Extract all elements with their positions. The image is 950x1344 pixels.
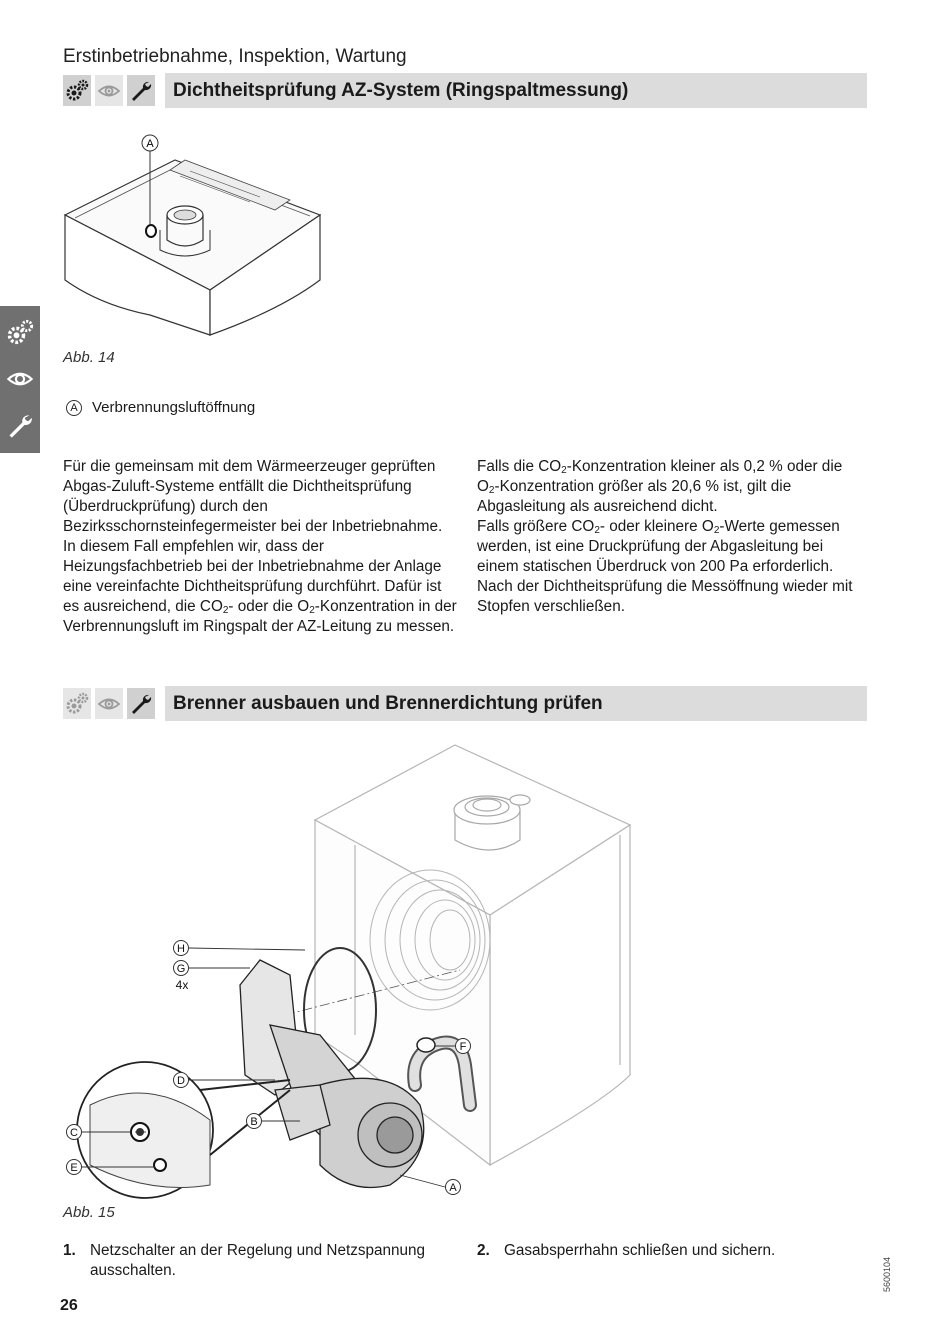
figure-15-label-f: F — [459, 1041, 467, 1053]
paragraph: Nach der Dichtheitsprüfung die Messöffnung wieder mit Stopfen verschließen. — [477, 578, 853, 615]
gear-icon — [6, 319, 34, 347]
page-number: 26 — [60, 1297, 78, 1314]
list-item: 1. Netzschalter an der Regelung und Netzspannung ausschalten. — [63, 1242, 426, 1279]
figure-15-label-g: G — [176, 963, 186, 975]
figure-15-label-d: D — [177, 1075, 185, 1087]
wrench-icon — [129, 79, 153, 103]
gear-icon — [65, 79, 89, 103]
figure-15-label-e: E — [70, 1162, 78, 1174]
figure-15-label-c: C — [70, 1127, 78, 1139]
figure-15-caption: Abb. 15 — [63, 1204, 115, 1221]
figure-15-label-b: B — [250, 1116, 258, 1128]
paragraph: In diesem Fall empfehlen wir, dass der Heizungsfachbetrieb bei der Inbetriebnahme der Anlage eine vereinfachte Dichtheitsprüfung durchführt. Dafür ist es ausreichend, die $CO_2-$ oder die $O_2$-Konzentration in der Verbrennungsluft im Ringspalt der AZ-Leitung zu messen. — [63, 538, 457, 635]
figure-15-drawing — [60, 735, 650, 1205]
figure-15-label-h: H — [177, 943, 185, 955]
eye-icon — [6, 365, 34, 393]
figure-15-label-a: A — [449, 1182, 457, 1194]
section-title: Brenner ausbauen und Brennerdichtung prüfen — [165, 686, 867, 721]
eye-icon — [97, 79, 121, 103]
gear-icon — [65, 692, 89, 716]
gear-icon-box — [63, 688, 91, 719]
figure-14-caption: Abb. 14 — [63, 349, 115, 366]
legend-text: Verbrennungsluftöffnung — [92, 399, 256, 416]
wrench-icon-box — [127, 75, 155, 106]
wrench-icon-box — [127, 688, 155, 719]
eye-icon-box — [95, 688, 123, 719]
gear-icon-box — [63, 75, 91, 106]
eye-icon-box — [95, 75, 123, 106]
section-title: Dichtheitsprüfung AZ-System (Ringspaltmessung) — [165, 73, 867, 108]
figure-14-drawing — [60, 130, 330, 345]
eye-icon — [97, 692, 121, 716]
wrench-icon — [6, 412, 34, 440]
left-text-column — [63, 457, 458, 637]
paragraph: Für die gemeinsam mit dem Wärmeerzeuger geprüften Abgas-Zuluft-Systeme entfällt die Dichtheitsprüfung (Überdruckprüfung) durch den Bezirksschornsteinfegermeister bei der Inbetriebnahme. — [63, 458, 443, 535]
list-item: 2. Gasabsperrhahn schließen und sichern. — [477, 1242, 776, 1259]
right-text-column — [477, 457, 867, 617]
section-header-burner — [63, 686, 867, 721]
figure-14-callout: A — [146, 138, 154, 150]
paragraph: Falls größere $CO_2-$ oder kleinere $O_2$-Werte gemessen werden, ist eine Druckprüfung der Abgasleitung bei einem statischen Überdruck von 200 Pa erforderlich. — [477, 518, 840, 575]
chapter-side-tab — [0, 306, 40, 453]
figure-14-legend — [66, 399, 255, 416]
legend-letter: A — [66, 400, 82, 416]
document-number: 5600104 — [882, 1256, 892, 1292]
running-title: Erstinbetriebnahme, Inspektion, Wartung — [63, 46, 407, 67]
paragraph: Falls die $CO_2$-Konzentration kleiner als 0,2 % oder die $O_2$-Konzentration größer als 20,6 % ist, gilt die Abgasleitung als ausreichend dicht. — [477, 458, 843, 515]
wrench-icon — [129, 692, 153, 716]
section-header-leak-test — [63, 73, 867, 108]
figure-15-label-count: 4x — [175, 978, 189, 992]
